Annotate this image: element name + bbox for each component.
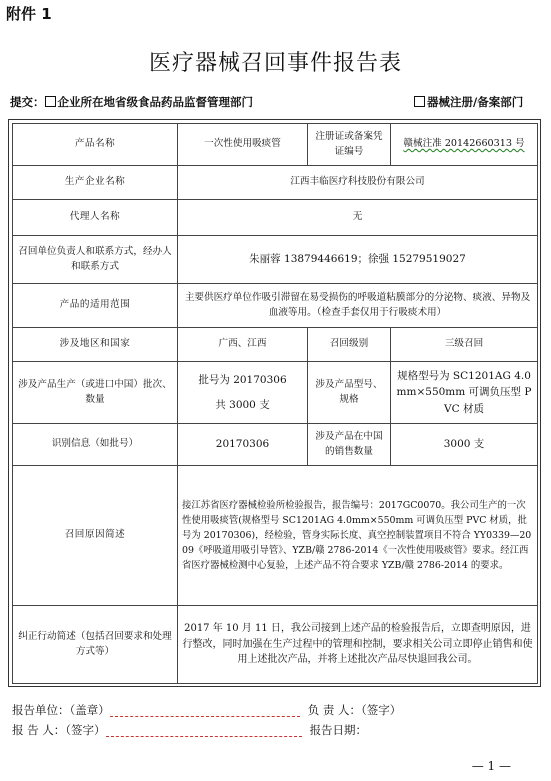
corrective-value[interactable]: 2017 年 10 月 11 日，我公司接到上述产品的检验报告后，立即查明原因，进行整改，同时加强在生产过程中的管理和控制，要求相关公司立即停止销售和使用上述批次产品，并将上述批次产品尽快退回我公司。	[178, 606, 538, 684]
page-number: — 1 —	[471, 759, 511, 773]
reason-label: 召回原因简述	[13, 466, 178, 606]
manufacturer-value[interactable]: 江西丰临医疗科技股份有限公司	[178, 166, 538, 200]
reg-no-label: 注册证或备案凭证编号	[308, 124, 391, 166]
batch-line-1: 批号为 20170306	[198, 374, 287, 387]
scope-label: 产品的适用范围	[13, 284, 178, 328]
report-unit-signature[interactable]	[110, 706, 300, 717]
submit-option-provincial: 企业所在地省级食品药品监督管理部门	[57, 95, 253, 109]
model-value[interactable]: 规格型号为 SC1201AG 4.0mm×550mm 可调负压型 PVC 材质	[391, 362, 538, 424]
region-label: 涉及地区和国家	[13, 328, 178, 362]
contact-value[interactable]: 朱丽蓉 13879446619；徐强 15279519027	[178, 236, 538, 284]
level-label: 召回级别	[308, 328, 391, 362]
sales-label: 涉及产品在中国的销售数量	[308, 424, 391, 466]
region-value[interactable]: 广西、江西	[178, 328, 308, 362]
level-value[interactable]: 三级召回	[391, 328, 538, 362]
report-date-label: 报告日期：	[309, 723, 368, 737]
submit-line-right	[414, 94, 523, 110]
responsible-person-label: 负 责 人：（签字）	[307, 703, 402, 717]
reg-no-text: 赣械注准 20142660313 号	[403, 138, 525, 150]
reporter-signature[interactable]	[106, 726, 302, 737]
batch-value[interactable]	[178, 362, 308, 424]
reporter-label: 报 告 人：（签字）	[12, 723, 106, 737]
checkbox-provincial[interactable]	[45, 96, 56, 107]
submit-label: 提交：	[10, 95, 45, 109]
sales-value[interactable]: 3000 支	[391, 424, 538, 466]
reason-value[interactable]: 接江苏省医疗器械检验所检验报告，报告编号：2017GC0070。我公司生产的一次性使用吸痰管(规格型号 SC1201AG 4.0mm×550mm 可调负压型 PVC 材质，批号为 20170306)，经检验，管身实际长度、真空控制装置项目不符合 YY0339—2009《呼吸道用吸引导管》、YZB/赣 2786-2014《一次性使用吸痰管》要求。经江西省医疗器械检测中心复验，上述产品不符合要求 YZB/赣 2786-2014 的要求。	[178, 466, 538, 606]
report-table	[12, 123, 538, 684]
report-unit-label: 报告单位：（盖章）	[12, 703, 110, 717]
scope-value[interactable]: 主要供医疗单位作吸引滞留在易受损伤的呼吸道粘膜部分的分泌物、痰液、异物及血液等用。（检查手套仅用于行吸痰术用）	[178, 284, 538, 328]
manufacturer-label: 生产企业名称	[13, 166, 178, 200]
submit-option-registration: 器械注册/备案部门	[427, 95, 524, 109]
id-info-label: 识别信息（如批号）	[13, 424, 178, 466]
batch-line-2: 共 3000 支	[215, 398, 270, 411]
document-title: 医疗器械召回事件报告表	[148, 51, 402, 76]
checkbox-registration[interactable]	[414, 96, 425, 107]
report-form	[8, 119, 541, 687]
model-label: 涉及产品型号、规格	[308, 362, 391, 424]
id-info-value[interactable]: 20170306	[178, 424, 308, 466]
footer-line-2	[12, 722, 367, 738]
product-name-value[interactable]: 一次性使用吸痰管	[178, 124, 308, 166]
reg-no-value[interactable]	[391, 124, 538, 166]
product-name-label: 产品名称	[13, 124, 178, 166]
corrective-label: 纠正行动简述（包括召回要求和处理方式等）	[13, 606, 178, 684]
batch-label: 涉及产品生产（或进口中国）批次、数量	[13, 362, 178, 424]
agent-value[interactable]: 无	[178, 200, 538, 236]
attachment-label: 附件 1	[6, 5, 52, 23]
footer-line-1	[12, 702, 401, 718]
agent-label: 代理人名称	[13, 200, 178, 236]
contact-label: 召回单位负责人和联系方式，经办人和联系方式	[13, 236, 178, 284]
submit-line	[10, 94, 253, 110]
